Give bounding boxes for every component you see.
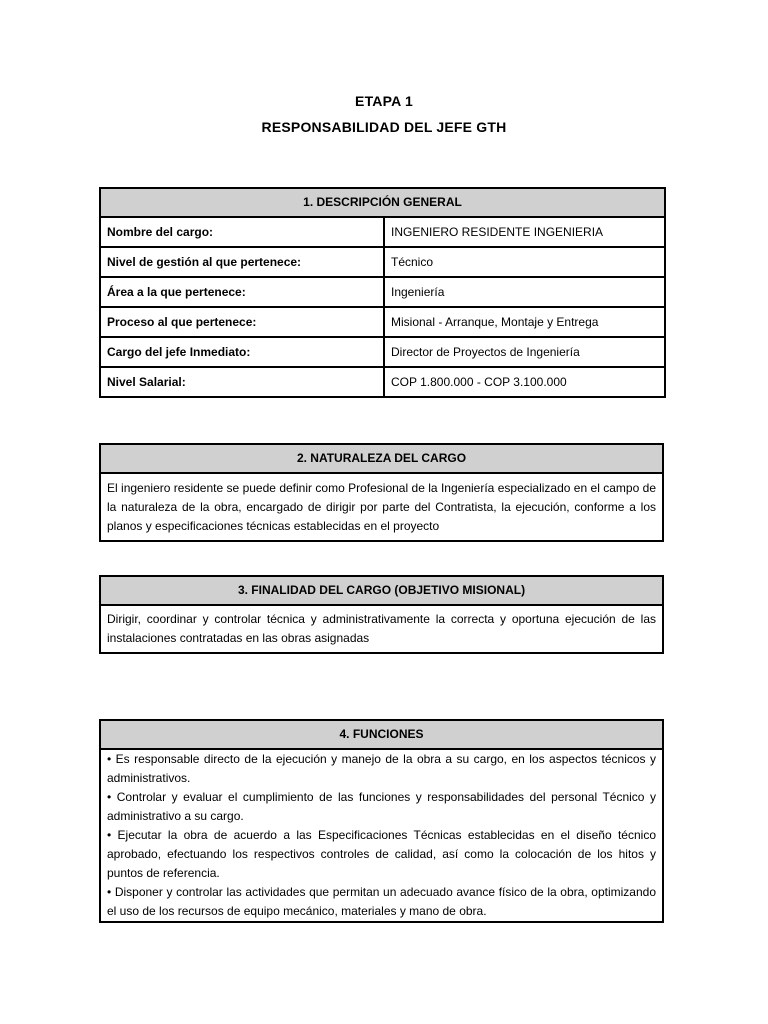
row-label: Cargo del jefe Inmediato:: [100, 337, 384, 367]
general-description-table: [99, 187, 666, 398]
row-label: Nivel Salarial:: [100, 367, 384, 397]
table-row: [100, 247, 665, 277]
nature-header: 2. NATURALEZA DEL CARGO: [100, 444, 663, 473]
row-value: Ingeniería: [384, 277, 665, 307]
row-label: Proceso al que pertenece:: [100, 307, 384, 337]
functions-list: [100, 749, 663, 922]
row-label: Nivel de gestión al que pertenece:: [100, 247, 384, 277]
table-row: [100, 367, 665, 397]
row-value: Técnico: [384, 247, 665, 277]
functions-table: [99, 719, 664, 923]
table-row: [100, 217, 665, 247]
row-label: Nombre del cargo:: [100, 217, 384, 247]
table-row: [100, 337, 665, 367]
purpose-text: Dirigir, coordinar y controlar técnica y administrativamente la correcta y oportuna ejecución de las instalaciones contratadas en las obras asignadas: [100, 605, 663, 653]
functions-header: 4. FUNCIONES: [100, 720, 663, 749]
row-value: COP 1.800.000 - COP 3.100.000: [384, 367, 665, 397]
list-item: • Es responsable directo de la ejecución y manejo de la obra a su cargo, en los aspectos técnicos y administrativos.: [107, 752, 656, 785]
list-item: • Controlar y evaluar el cumplimiento de las funciones y responsabilidades del personal Técnico y administrativo a su cargo.: [107, 790, 656, 823]
purpose-header: 3. FINALIDAD DEL CARGO (OBJETIVO MISIONAL): [100, 576, 663, 605]
list-item: • Ejecutar la obra de acuerdo a las Especificaciones Técnicas establecidas en el diseño técnico aprobado, efectuando los respectivos controles de calidad, así como la colocación de los hitos y puntos de referencia.: [107, 828, 656, 880]
list-item: • Disponer y controlar las actividades que permitan un adecuado avance físico de la obra, optimizando el uso de los recursos de equipo mecánico, materiales y mano de obra.: [107, 885, 656, 918]
row-value: INGENIERO RESIDENTE INGENIERIA: [384, 217, 665, 247]
table-row: [100, 307, 665, 337]
nature-table: [99, 443, 664, 542]
row-value: Director de Proyectos de Ingeniería: [384, 337, 665, 367]
row-value: Misional - Arranque, Montaje y Entrega: [384, 307, 665, 337]
table-row: [100, 277, 665, 307]
document-stage-title: ETAPA 1: [355, 93, 413, 109]
row-label: Área a la que pertenece:: [100, 277, 384, 307]
purpose-table: [99, 575, 664, 654]
document-subtitle: RESPONSABILIDAD DEL JEFE GTH: [261, 119, 507, 135]
general-description-header: 1. DESCRIPCIÓN GENERAL: [100, 188, 665, 217]
nature-text: El ingeniero residente se puede definir como Profesional de la Ingeniería especializado en el campo de la naturaleza de la obra, encargado de dirigir por parte del Contratista, la ejecución, conforme a los planos y especificaciones técnicas establecidas en el proyecto: [100, 473, 663, 541]
